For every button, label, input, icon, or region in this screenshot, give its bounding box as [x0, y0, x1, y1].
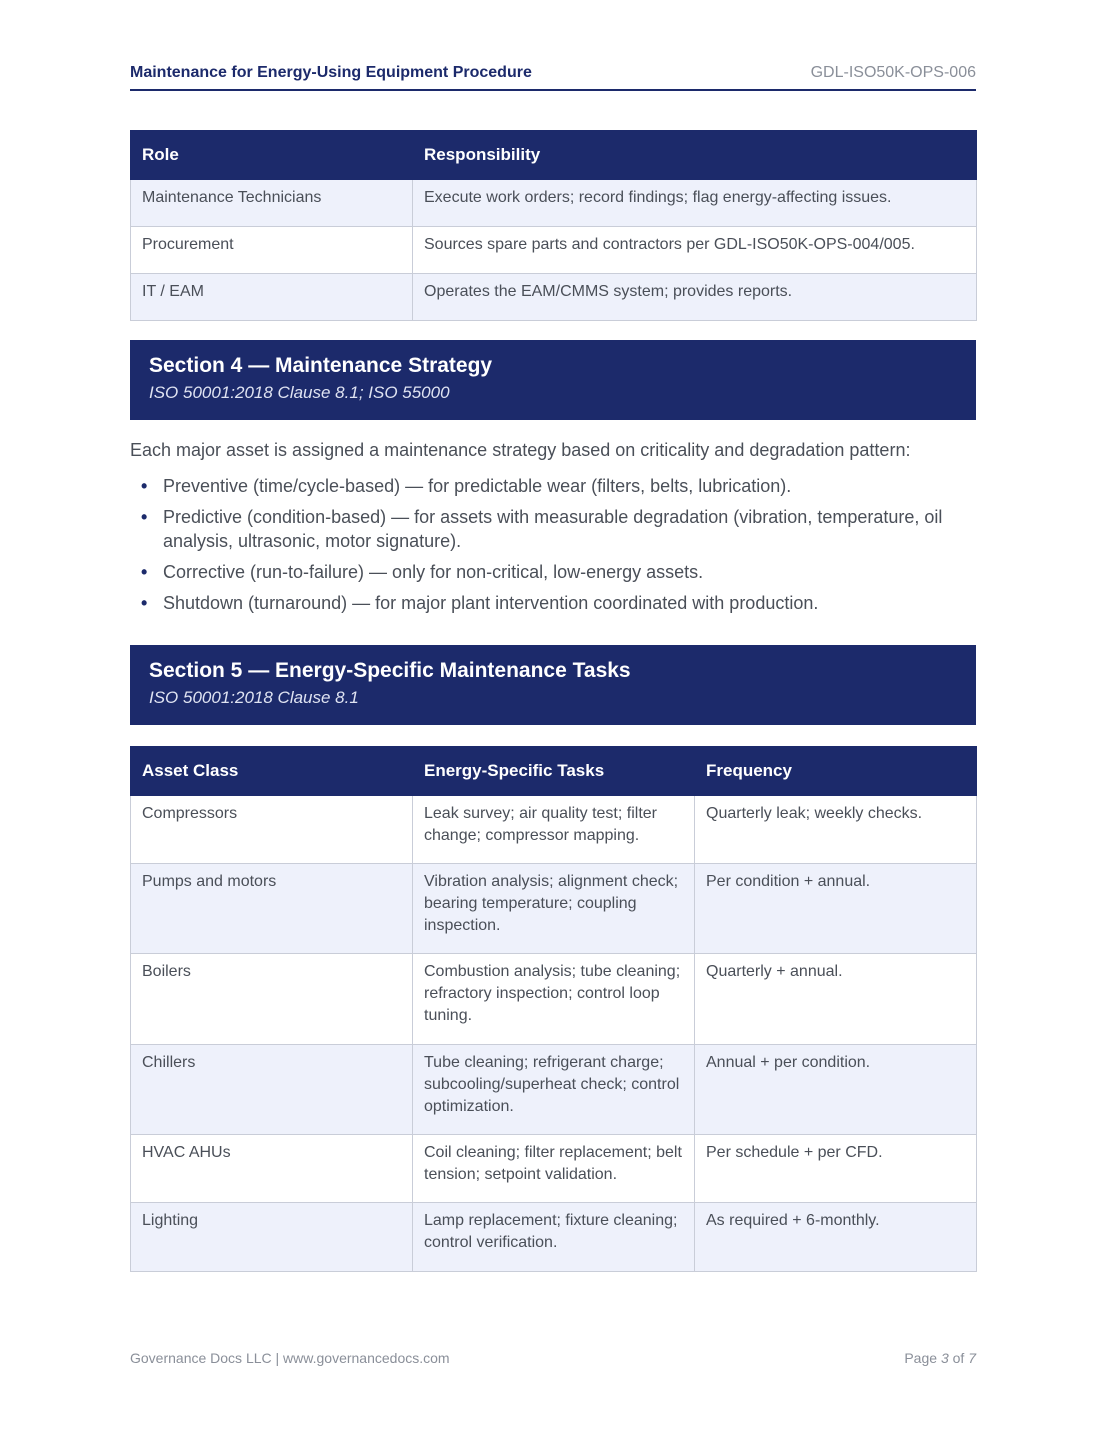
table-row	[131, 1203, 977, 1272]
column-header-responsibility: Responsibility	[413, 131, 977, 180]
roles-table	[130, 130, 977, 321]
column-header-asset-class: Asset Class	[131, 747, 413, 796]
section-4-banner	[130, 340, 976, 420]
list-item	[130, 591, 976, 615]
table-row	[131, 1045, 977, 1135]
document-code: GDL-ISO50K-OPS-006	[810, 64, 976, 81]
section-5-banner	[130, 645, 976, 725]
role-cell: Maintenance Technicians	[131, 180, 413, 227]
table-header-row	[131, 747, 977, 796]
bullet-icon: •	[141, 562, 148, 582]
role-cell: IT / EAM	[131, 274, 413, 321]
responsibility-cell: Execute work orders; record findings; flag energy-affecting issues.	[413, 180, 977, 227]
bullet-icon: •	[141, 507, 148, 527]
page-current: 3	[940, 1350, 949, 1366]
column-header-tasks: Energy-Specific Tasks	[413, 747, 695, 796]
page-of: of	[948, 1350, 969, 1366]
list-item	[130, 505, 976, 553]
asset-class-cell: HVAC AHUs	[131, 1135, 413, 1203]
column-header-role: Role	[131, 131, 413, 180]
section-4-subtitle: ISO 50001:2018 Clause 8.1; ISO 55000	[149, 383, 450, 402]
table-row	[131, 954, 977, 1045]
tasks-cell: Coil cleaning; filter replacement; belt tension; setpoint validation.	[413, 1135, 695, 1203]
table-row	[131, 796, 977, 864]
tasks-cell: Leak survey; air quality test; filter change; compressor mapping.	[413, 796, 695, 864]
responsibility-cell: Operates the EAM/CMMS system; provides reports.	[413, 274, 977, 321]
frequency-cell: Per schedule + per CFD.	[695, 1135, 977, 1203]
section-4-title: Section 4 — Maintenance Strategy	[149, 354, 493, 377]
footer-company: Governance Docs LLC | www.governancedocs.com	[130, 1350, 450, 1366]
section-5-title: Section 5 — Energy-Specific Maintenance Tasks	[149, 659, 631, 682]
asset-class-cell: Lighting	[131, 1203, 413, 1272]
page-total: 7	[968, 1350, 976, 1366]
tasks-cell: Tube cleaning; refrigerant charge; subcooling/superheat check; control optimization.	[413, 1045, 695, 1135]
bullet-icon: •	[141, 593, 148, 613]
table-row	[131, 227, 977, 274]
column-header-frequency: Frequency	[695, 747, 977, 796]
table-row	[131, 1135, 977, 1203]
list-item-text: Preventive (time/cycle-based) — for predictable wear (filters, belts, lubrication).	[163, 476, 792, 496]
page-number	[904, 1350, 976, 1366]
frequency-cell: Quarterly leak; weekly checks.	[695, 796, 977, 864]
frequency-cell: As required + 6-monthly.	[695, 1203, 977, 1272]
section-5-subtitle: ISO 50001:2018 Clause 8.1	[149, 688, 359, 707]
table-row	[131, 180, 977, 227]
list-item	[130, 560, 976, 584]
document-header	[130, 62, 976, 91]
asset-class-cell: Chillers	[131, 1045, 413, 1135]
tasks-cell: Combustion analysis; tube cleaning; refractory inspection; control loop tuning.	[413, 954, 695, 1045]
role-cell: Procurement	[131, 227, 413, 274]
tasks-cell: Vibration analysis; alignment check; bearing temperature; coupling inspection.	[413, 864, 695, 954]
table-row	[131, 864, 977, 954]
frequency-cell: Annual + per condition.	[695, 1045, 977, 1135]
asset-class-cell: Boilers	[131, 954, 413, 1045]
frequency-cell: Per condition + annual.	[695, 864, 977, 954]
document-title: Maintenance for Energy-Using Equipment Procedure	[130, 64, 532, 81]
table-row	[131, 274, 977, 321]
page-prefix: Page	[904, 1350, 941, 1366]
frequency-cell: Quarterly + annual.	[695, 954, 977, 1045]
responsibility-cell: Sources spare parts and contractors per GDL-ISO50K-OPS-004/005.	[413, 227, 977, 274]
list-item	[130, 474, 976, 498]
tasks-table	[130, 746, 977, 1272]
strategy-list	[130, 474, 976, 622]
section-4-intro: Each major asset is assigned a maintenance strategy based on criticality and degradation pattern:	[130, 440, 911, 460]
table-header-row	[131, 131, 977, 180]
list-item-text: Corrective (run-to-failure) — only for non-critical, low-energy assets.	[163, 562, 704, 582]
list-item-text: Predictive (condition-based) — for assets with measurable degradation (vibration, temperature, oil analysis, ultrasonic, motor signature).	[163, 507, 943, 551]
bullet-icon: •	[141, 476, 148, 496]
asset-class-cell: Compressors	[131, 796, 413, 864]
tasks-cell: Lamp replacement; fixture cleaning; control verification.	[413, 1203, 695, 1272]
asset-class-cell: Pumps and motors	[131, 864, 413, 954]
list-item-text: Shutdown (turnaround) — for major plant intervention coordinated with production.	[163, 593, 819, 613]
